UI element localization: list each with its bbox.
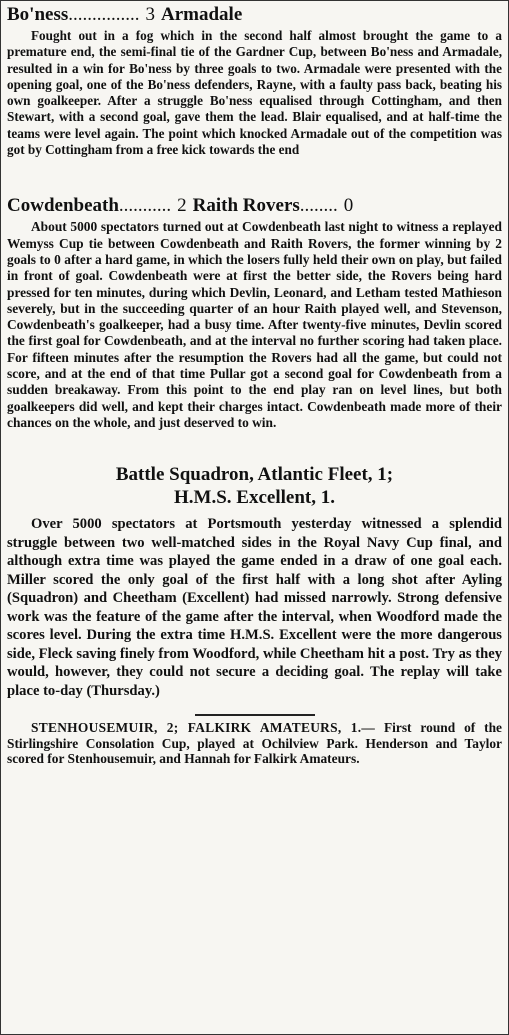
away-team: Armadale: [161, 4, 243, 25]
article-navy-cup: [7, 463, 502, 700]
away-score: 0: [343, 195, 354, 217]
leader-dots: ...............: [68, 4, 140, 25]
article-title-line1: Battle Squadron, Atlantic Fleet, 1;: [115, 464, 394, 486]
article-body: [7, 720, 502, 767]
leader-dots: ...........: [118, 195, 172, 217]
home-team: Bo'ness: [7, 4, 69, 25]
article-body: Fought out in a fog which in the second half almost brought the game to a premature end, the semi-final tie of the Gardner Cup, between Bo'ness and Armadale, resulted in a win for Bo'ness by three goals to two. Armadale were presented with the opening goal, one of the Bo'ness defenders, Rayne, with a faulty pass back, beating his own goalkeeper. After a struggle Bo'ness equalised through Cottingham, and then Stewart, with a second goal, gave them the lead. Blair equalised, and at half-time the teams were level again. The point which knocked Armadale out of the competition was got by Cottingham from a free kick towards the end: [7, 28, 502, 158]
home-team: Cowdenbeath: [7, 195, 119, 217]
article-cowdenbeath-raith: [7, 194, 502, 431]
result-lead: STENHOUSEMUIR, 2; FALKIRK AMATEURS, 1.—: [31, 720, 376, 736]
article-stenhousemuir: [7, 720, 502, 767]
away-team: Raith Rovers: [192, 195, 300, 217]
home-score: 3: [145, 4, 155, 25]
article-boness-armadale: [7, 3, 502, 158]
article-body: About 5000 spectators turned out at Cowdenbeath last night to witness a replayed Wemyss Cup tie between Cowdenbeath and Raith Rovers, the former winning by 2 goals to 0 after a hard game, in which the losers fully held their own on play, but failed in front of goal. Cowdenbeath were at first the better side, the Rovers being hard pressed for ten minutes, during which Devlin, Leonard, and Letham tested Mathieson severely, but in the succeeding quarter of an hour Raith played well, and Stevenson, Cowdenbeath's goalkeeper, had a busy time. After twenty-five minutes, Devlin scored the first goal for Cowdenbeath, and at the interval no further scoring had taken place. For fifteen minutes after the resumption the Rovers had all the game, but could not score, and at the end of that time Pullar got a second goal for Cowdenbeath from a sudden breakaway. From this point to the end play ran on level lines, but both goalkeepers did well, and kept their charges intact. Cowdenbeath made more of their chances on the whole, and just deserved to win.: [7, 219, 502, 430]
result-heading: [7, 194, 502, 218]
article-title-line2: H.M.S. Excellent, 1.: [174, 487, 335, 509]
section-divider: [195, 714, 315, 716]
result-heading: [7, 3, 502, 27]
leader-dots: ........: [299, 195, 338, 217]
home-score: 2: [177, 195, 187, 217]
article-body: Over 5000 spectators at Portsmouth yesterday witnessed a splendid struggle between two well-matched sides in the Royal Navy Cup final, and although extra time was played the game ended in a draw of one goal each. Miller scored the only goal of the first half with a long shot after Ayling (Squadron) and Cheetham (Excellent) had missed narrowly. Strong defensive work was the feature of the game after the interval, when Woodford made the scores level. During the extra time H.M.S. Excellent were the more dangerous side, Fleck saving finely from Woodford, while Cheetham hit a post. Try as they would, however, they could not secure a deciding goal. The replay will take place to-day (Thursday.): [7, 516, 502, 699]
article-text: First round of the Stirlingshire Consolation Cup, played at Ochilview Park. Henderson and Taylor scored for Stenhousemuir, and Hannah for Falkirk Amateurs.: [7, 720, 502, 767]
